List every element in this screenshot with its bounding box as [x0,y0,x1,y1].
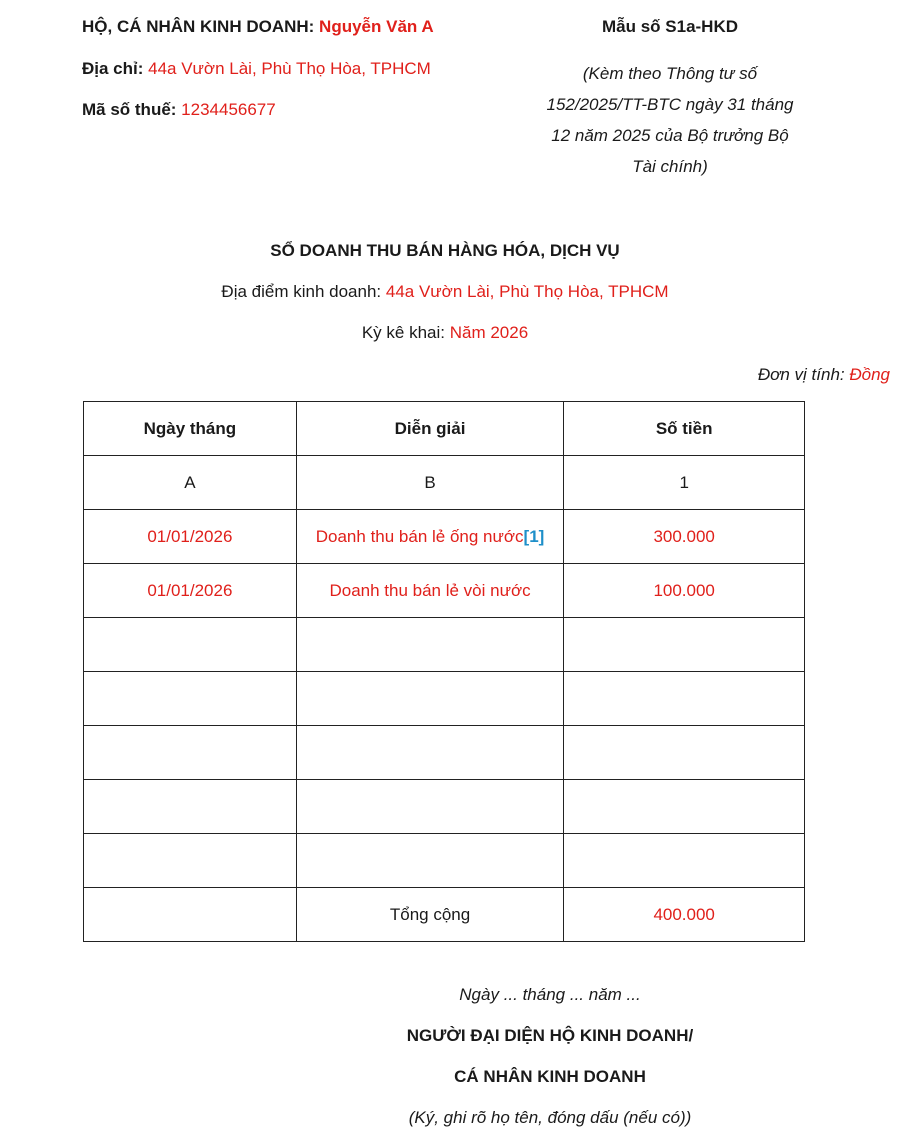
signature-date: Ngày ... tháng ... năm ... [459,985,641,1004]
form-note-line: 152/2025/TT-BTC ngày 31 tháng [546,95,794,114]
address-label: Địa chỉ: [82,59,149,78]
table-row [84,510,805,564]
row-amount: 300.000 [564,510,805,564]
empty-cell [296,780,564,834]
total-label: Tổng cộng [296,888,564,942]
location-value: 44a Vườn Lài, Phù Thọ Hòa, TPHCM [385,282,669,301]
address-line [82,59,431,79]
owner-line [82,17,434,37]
empty-row [84,672,805,726]
empty-cell [84,618,297,672]
period-line [0,323,890,343]
location-label: Địa điểm kinh doanh: [221,282,386,301]
form-number: Mẫu số S1a-HKD [601,17,739,36]
form-note-line: Tài chính) [632,157,708,176]
total-value: 400.000 [564,888,805,942]
owner-value: Nguyễn Văn A [319,17,434,36]
table-header-row [84,402,805,456]
empty-row [84,780,805,834]
revenue-table [83,401,805,942]
header-date: Ngày tháng [84,402,297,456]
header-description: Diễn giải [296,402,564,456]
signature-role-line2: CÁ NHÂN KINH DOANH [454,1067,646,1086]
unit-value: Đồng [849,365,890,384]
period-value: Năm 2026 [449,323,529,342]
empty-row [84,726,805,780]
empty-cell [296,618,564,672]
code-amount: 1 [564,456,805,510]
form-note-line: 12 năm 2025 của Bộ trưởng Bộ [551,126,789,145]
empty-row [84,834,805,888]
empty-row [84,618,805,672]
unit-line [758,365,890,385]
form-note-line: (Kèm theo Thông tư số [582,64,758,83]
footnote-link[interactable]: [1] [523,526,545,546]
row-amount: 100.000 [564,564,805,618]
empty-cell [296,834,564,888]
header-amount: Số tiền [564,402,805,456]
row-date: 01/01/2026 [84,510,297,564]
table-code-row [84,456,805,510]
code-date: A [84,456,297,510]
tax-value: 1234456677 [181,100,276,119]
empty-cell [296,726,564,780]
total-empty-cell [84,888,297,942]
empty-cell [84,672,297,726]
period-label: Kỳ kê khai: [361,323,450,342]
empty-cell [564,780,805,834]
empty-cell [296,672,564,726]
signature-instruction: (Ký, ghi rõ họ tên, đóng dấu (nếu có)) [408,1108,692,1127]
unit-label: Đơn vị tính: [757,365,850,384]
row-description-text: Doanh thu bán lẻ vòi nước [329,580,531,600]
document-title: SỔ DOANH THU BÁN HÀNG HÓA, DỊCH VỤ [270,241,620,260]
form-note [520,58,820,182]
total-row [84,888,805,942]
row-description-text: Doanh thu bán lẻ ống nước [315,526,524,546]
owner-label: HỘ, CÁ NHÂN KINH DOANH: [82,17,320,36]
location-line [0,282,890,302]
empty-cell [84,834,297,888]
empty-cell [564,726,805,780]
table-row [84,564,805,618]
row-date: 01/01/2026 [84,564,297,618]
empty-cell [564,618,805,672]
code-description: B [296,456,564,510]
empty-cell [84,726,297,780]
signature-role-line1: NGƯỜI ĐẠI DIỆN HỘ KINH DOANH/ [406,1026,694,1045]
row-description [296,564,564,618]
tax-line [82,100,276,120]
address-value: 44a Vườn Lài, Phù Thọ Hòa, TPHCM [148,59,431,78]
tax-label: Mã số thuế: [82,100,182,119]
empty-cell [564,672,805,726]
row-description [296,510,564,564]
empty-cell [84,780,297,834]
empty-cell [564,834,805,888]
